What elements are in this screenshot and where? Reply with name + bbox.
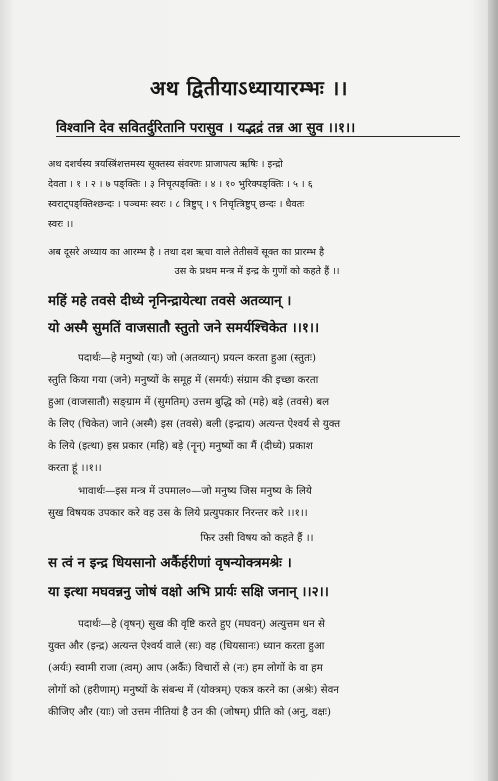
first-mantra: विश्वानि देव सवितर्दुरितानि परासुव । यद्भद्रं तन्न आ सुव ।।१।। xyxy=(56,118,460,137)
padartha-line: करता हूं ।।१।। xyxy=(48,462,102,474)
padartha-line: (अर्यः) स्वामी राजा (त्वम्) आप (अर्कैः) विचारों से (नः) हम लोगों के वा हम xyxy=(48,662,323,674)
intro-line: स्वरः ।। xyxy=(48,219,74,230)
padartha-line: पदार्थः—हे मनुष्यो (यः) जो (अतव्यान्) प्रयत्न करता हुआ (स्तुतः) xyxy=(78,352,317,364)
mantra-2-line: स त्वं न इन्द्र धियसानो अर्कैर्हरीणां वृषन्योक्त्रमश्रेः । xyxy=(48,555,292,571)
intro-line: देवता । १ । २ । ७ पङ्क्तिः । ३ निचृत्पङ्क्तिः । ४ । १० भुरिक्पङ्क्तिः । ५ । ६ xyxy=(48,179,313,190)
padartha-line: के लिये (इत्था) इस प्रकार (महि) बड़े (नॄन्) मनुष्यों का मैं (दीध्ये) प्रकाश xyxy=(48,440,313,452)
mantra-1-line: यो अस्मै सुमतिं वाजसातौ स्तुतो जने समर्यश्चिकेत ।।१।। xyxy=(48,320,320,336)
bhavartha-line: सुख विषयक उपकार करे वह उस के लिये प्रत्युपकार निरन्तर करे ।।१।। xyxy=(48,507,308,519)
intro-hindi-line: अब दूसरे अध्याय का आरम्भ है । तथा दश ऋचा वाले तेतीसवें सूक्त का प्रारम्भ है xyxy=(48,247,325,258)
bhavartha-line: भावार्थः—इस मन्त्र में उपमाल०—जो मनुष्य जिस मनुष्य के लिये xyxy=(78,485,312,497)
padartha-line: हुआ (वाजसातौ) सङ्ग्राम में (सुमतिम्) उत्तम बुद्धि को (महे) बड़े (तवसे) बल xyxy=(48,396,330,408)
transition-line: फिर उसी विषय को कहते हैं ।। xyxy=(200,532,314,544)
page-gutter-shadow xyxy=(488,0,498,781)
padartha-line: लोगों को (हरीणाम्) मनुष्यों के संबन्ध में (योक्त्रम्) एकत्र करने का (अश्रेः) सेवन xyxy=(48,684,340,696)
mantra-2-line: या इत्था मघवन्ननु जोषं वक्षो अभि प्रार्यः सक्षि जनान् ।।२।। xyxy=(48,584,329,600)
intro-hindi-line: उस के प्रथम मन्त्र में इन्द्र के गुणों को कहते हैं ।। xyxy=(174,266,340,277)
padartha-line: स्तुति किया गया (जने) मनुष्यों के समूह में (समर्यः) संग्राम की इच्छा करता xyxy=(48,374,319,386)
padartha-line: पदार्थः—हे (वृषन्) सुख की वृष्टि करते हुए (मघवन्) अत्युत्तम धन से xyxy=(78,618,325,630)
padartha-line: के लिए (चिकेत) जाने (अस्मै) इस (तवसे) बली (इन्द्राय) अत्यन्त ऐश्वर्य से युक्त xyxy=(48,418,341,430)
padartha-line: युक्त और (इन्द्र) अत्यन्त ऐश्वर्य वाले (सः) वह (धियसानः) ध्यान करता हुआ xyxy=(48,640,325,652)
mantra-1-line: महिं महे तवसे दीध्ये नृनिन्द्रायेत्था तवसे अतव्यान् । xyxy=(48,293,292,309)
intro-line: अथ दशर्चस्य त्रयस्त्रिंशत्तमस्य सूक्तस्य संवरणः प्राजापत्य ऋषिः । इन्द्रो xyxy=(48,159,283,170)
padartha-line: कीजिए और (याः) जो उत्तम नीतियां है उन की (जोषम्) प्रीति को (अनु, वक्षः) xyxy=(48,706,331,718)
chapter-title: अथ द्वितीयाऽध्यायारम्भः ।। xyxy=(150,76,348,100)
intro-line: स्वराट्पङ्क्तिश्छन्दः । पञ्चमः स्वरः । ८ त्रिष्टुप् । ९ निचृत्त्रिष्टुप् छन्दः । धैवतः xyxy=(48,199,305,210)
